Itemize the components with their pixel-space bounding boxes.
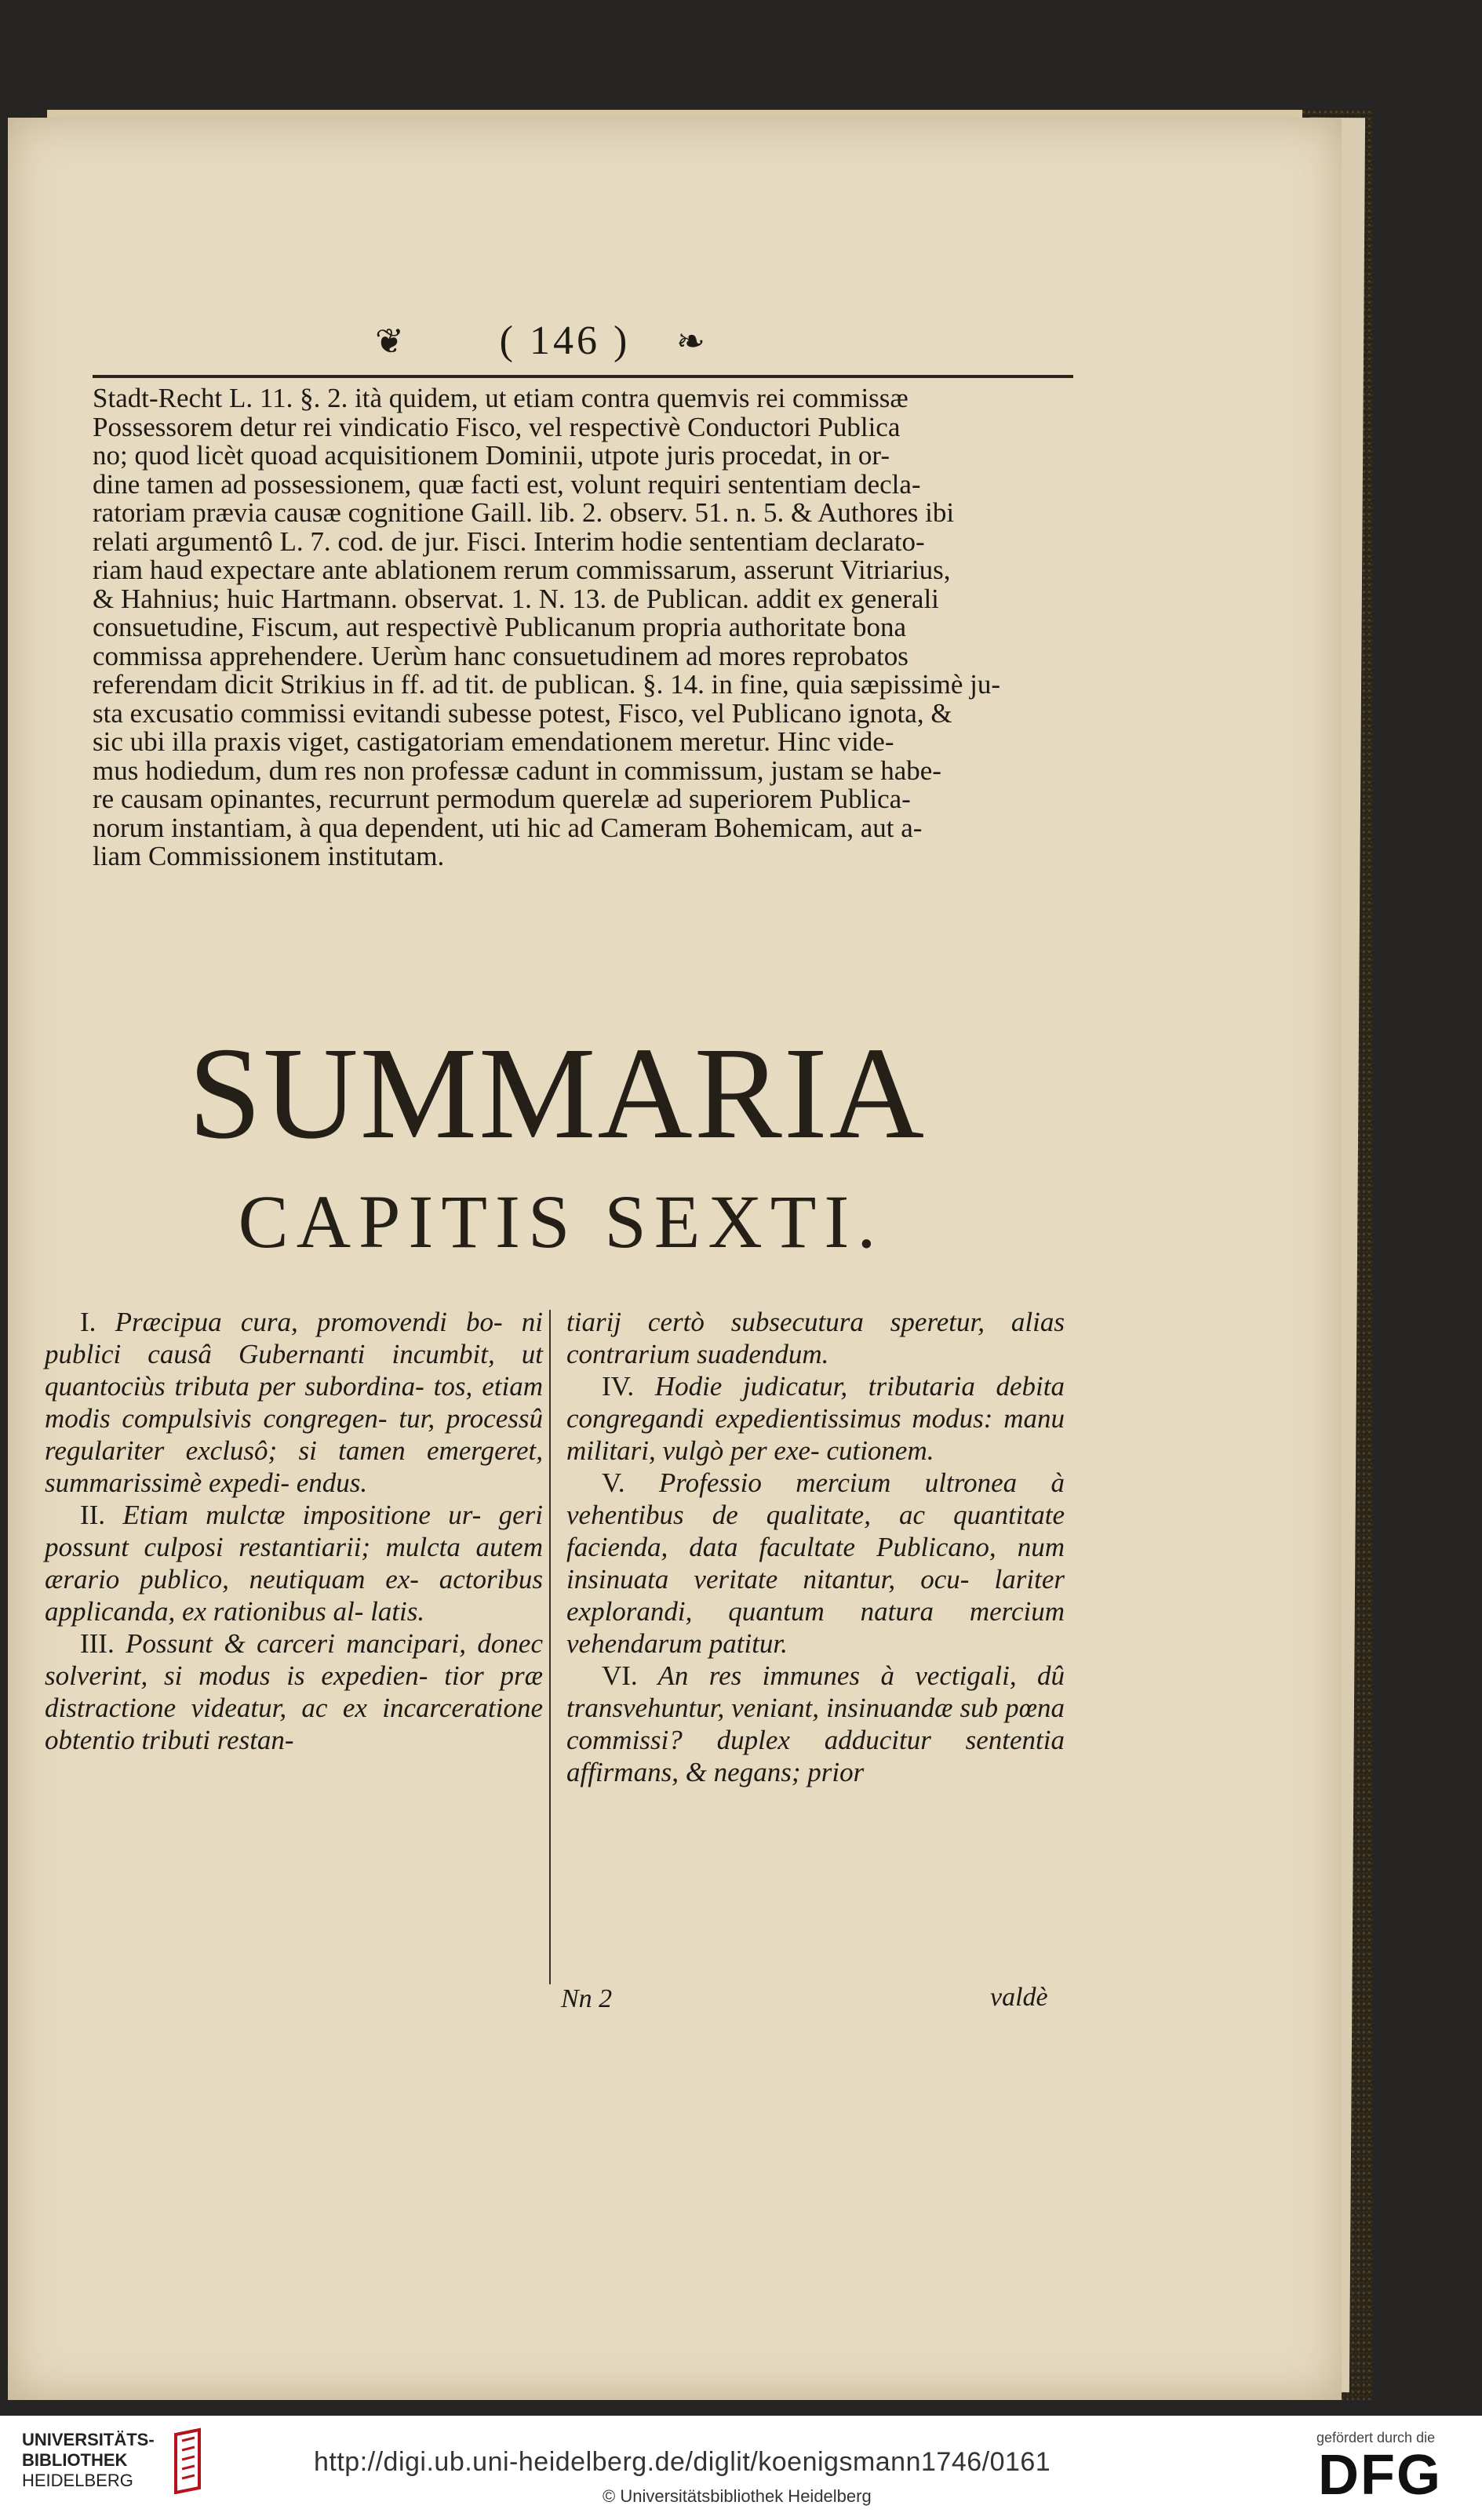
summary-item	[566, 1467, 1065, 1660]
summary-item	[566, 1370, 1065, 1467]
body-line: no; quod licèt quoad acquisitionem Dominii, utpote juris procedat, in or-	[93, 440, 890, 471]
summary-column-left	[45, 1306, 543, 1756]
summary-item-text: Possunt & carceri mancipari, donec solverint, si modus is expedien- tior præ distractione videatur, ac ex incarceratione obtentio tributi restan-	[45, 1628, 543, 1755]
body-line: riam haud expectare ante ablationem rerum commissarum, asserunt Vitriarius,	[93, 555, 951, 585]
header-ornament-right-icon: ❧	[676, 322, 705, 361]
summary-item	[566, 1660, 1065, 1788]
dfg-logo[interactable]: DFG	[1318, 2444, 1442, 2507]
summary-item-text: An res immunes à vectigali, dû transvehuntur, veniant, insinuandæ sub pœna commissi? duplex adducitur sententia affirmans, & negans; prior	[566, 1660, 1065, 1787]
summary-item	[45, 1499, 543, 1627]
summary-item-number: III.	[80, 1628, 115, 1659]
body-line: Possessorem detur rei vindicatio Fisco, vel respectivè Conductori Publica	[93, 411, 901, 442]
library-name-line: UNIVERSITÄTS-	[22, 2430, 155, 2449]
body-line: commissa apprehendere. Uerùm hanc consuetudinem ad mores reprobatos	[93, 640, 908, 671]
section-subtitle: CAPITIS SEXTI.	[238, 1180, 884, 1264]
body-line: liam Commissionem institutam.	[93, 841, 445, 871]
copyright-notice: © Universitätsbibliothek Heidelberg	[603, 2486, 872, 2506]
funding-label: gefördert durch die	[1316, 2430, 1436, 2445]
summary-item-number: I.	[80, 1307, 96, 1337]
summary-item	[45, 1627, 543, 1756]
body-paragraph	[93, 384, 1073, 871]
column-divider	[549, 1310, 551, 1984]
body-line: relati argumentô L. 7. cod. de jur. Fisci. Interim hodie sententiam declarato-	[93, 525, 925, 557]
body-line: sta excusatio commissi evitandi subesse potest, Fisco, vel Publicano ignota, &	[93, 697, 952, 729]
summary-item-number: V.	[602, 1467, 625, 1498]
catchword: valdè	[990, 1983, 1048, 2012]
summary-item	[45, 1306, 543, 1499]
body-line: ratoriam prævia causæ cognitione Gaill. lib. 2. observ. 51. n. 5. & Authores ibi	[93, 497, 955, 528]
body-line: sic ubi illa praxis viget, castigatoriam emendationem meretur. Hinc vide-	[93, 726, 894, 757]
summary-item	[566, 1306, 1065, 1370]
permalink-url[interactable]: http://digi.ub.uni-heidelberg.de/diglit/koenigsmann1746/0161	[314, 2447, 1051, 2477]
summary-item-text: Etiam mulctæ impositione ur- geri possunt culposi restantiarii; mulcta autem ærario publico, neutiquam ex- actoribus applicanda, ex rationibus al- latis.	[45, 1500, 543, 1627]
library-logo[interactable]	[22, 2430, 155, 2491]
page-number-header: ( 146 )	[499, 318, 631, 363]
body-line: re causam opinantes, recurrunt permodum querelæ ad superiorem Publica-	[93, 784, 911, 814]
summary-item-text: tiarij certò subsecutura speretur, alias contrarium suadendum.	[566, 1307, 1065, 1369]
signature-mark: Nn 2	[561, 1984, 613, 2013]
summary-item-text: Hodie judicatur, tributaria debita congregandi expedientissimus modus: manu militari, vulgò per exe- cutionem.	[566, 1371, 1065, 1466]
body-line: norum instantiam, à qua dependent, uti hic ad Cameram Bohemicam, aut a-	[93, 812, 923, 843]
header-rule	[93, 375, 1073, 378]
library-emblem-icon	[171, 2427, 204, 2494]
body-line: & Hahnius; huic Hartmann. observat. 1. N. 13. de Publican. addit ex generali	[93, 583, 939, 614]
summary-item-number: IV.	[602, 1371, 635, 1402]
summary-column-right	[566, 1306, 1065, 1788]
section-title: SUMMARIA	[188, 1020, 927, 1166]
body-line: dine tamen ad possessionem, quæ facti est, volunt requiri sententiam decla-	[93, 468, 921, 500]
summary-item-number: II.	[80, 1500, 106, 1530]
body-line: Stadt-Recht L. 11. §. 2. ità quidem, ut etiam contra quemvis rei commissæ	[93, 383, 908, 413]
body-line: consuetudine, Fiscum, aut respectivè Publicanum propria authoritate bona	[93, 612, 907, 642]
library-name-line: BIBLIOTHEK	[22, 2450, 128, 2470]
summary-item-text: Professio mercium ultronea à vehentibus de qualitate, ac quantitate facienda, data facultate Publicano, num insinuata veritate nitantur, ocu- lariter explorandi, quantum natura mercium vehendarum patitur.	[566, 1467, 1065, 1659]
library-name-line: HEIDELBERG	[22, 2471, 133, 2490]
summary-item-text: Præcipua cura, promovendi bo- ni publici causâ Gubernanti incumbit, ut quantociùs tributa per subordina- tos, etiam modis compulsivis congregen- tur, processû regulariter exclusô; si tamen emergeret, summarissimè expedi- endus.	[45, 1307, 544, 1498]
summary-item-number: VI.	[602, 1660, 638, 1691]
header-ornament-left-icon: ❦	[375, 322, 404, 361]
body-line: referendam dicit Strikius in ff. ad tit. de publican. §. 14. in fine, quia sæpissimè ju-	[93, 669, 1001, 700]
body-line: mus hodiedum, dum res non professæ cadunt in commissum, justam se habe-	[93, 755, 941, 786]
